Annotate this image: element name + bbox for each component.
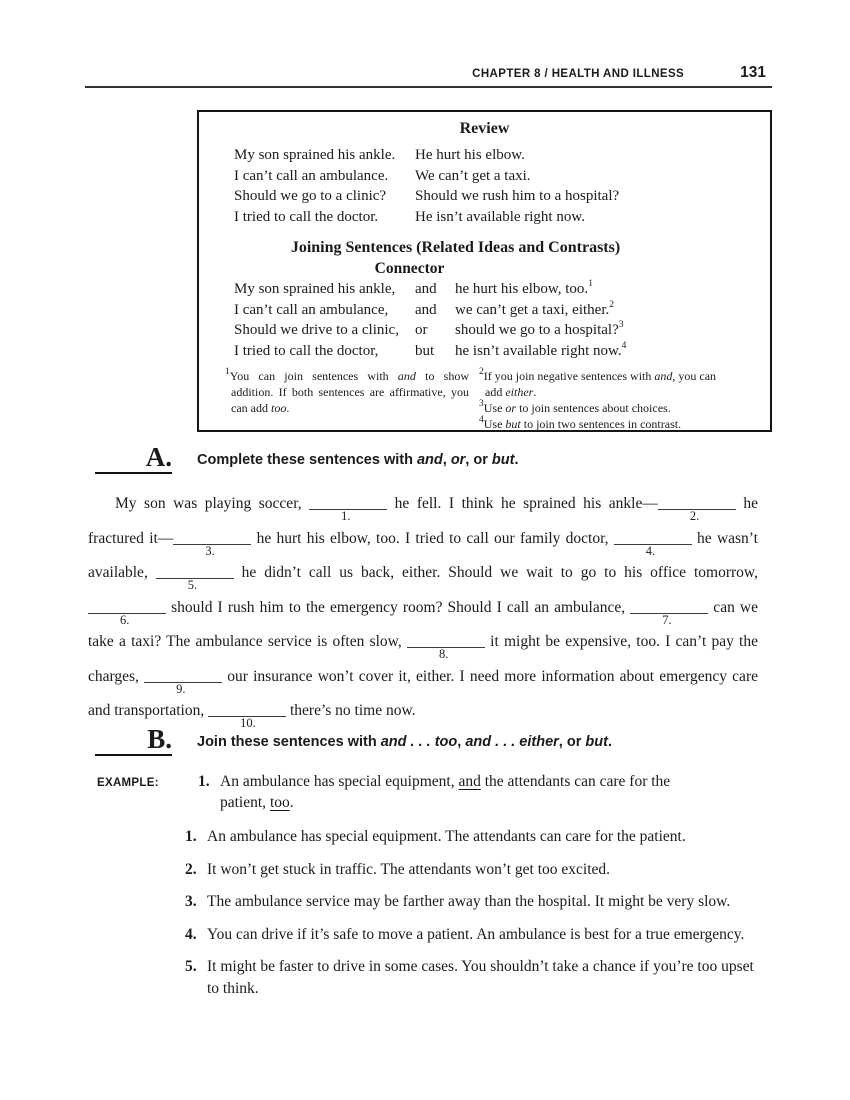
text-segment: An ambulance has special equipment, xyxy=(220,773,459,790)
connector-word: and xyxy=(415,281,437,297)
review-row xyxy=(234,207,737,228)
connector-column-label: Connector xyxy=(374,260,445,277)
list-item xyxy=(185,859,762,881)
connector-row xyxy=(234,320,737,341)
review-row xyxy=(234,186,737,207)
list-item xyxy=(185,956,762,999)
text-segment: should I rush him to the emergency room? Should I call an ambulance, xyxy=(166,598,631,616)
fill-in-blank xyxy=(630,601,708,627)
exercise-a-letter: A. xyxy=(95,444,172,474)
joined-sentence-right: he isn’t available right now.$^4$ xyxy=(455,340,627,359)
item-number: 2. xyxy=(185,860,197,878)
blank-number: 4. xyxy=(645,543,656,558)
italic-word: or xyxy=(505,401,517,415)
blank-number: 2. xyxy=(689,509,700,523)
joined-sentence-left: I can’t call an ambulance, xyxy=(234,301,389,318)
item-text: It won’t get stuck in traffic. The attendants won’t get too excited. xyxy=(207,860,611,878)
italic-word: and xyxy=(654,369,673,383)
blank-number: 7. xyxy=(662,612,672,627)
italic-word: but xyxy=(505,417,521,431)
item-text: It might be faster to drive in some cases. You shouldn’t take a chance if you’re too upset to think. xyxy=(207,958,754,997)
fill-in-blank xyxy=(309,497,387,523)
grammar-chart-box xyxy=(197,110,772,432)
footnote-reference: 4 xyxy=(621,340,627,351)
text-segment: he fractured it— xyxy=(88,495,759,547)
italic-word: and . . . too xyxy=(380,734,458,750)
text-segment: . xyxy=(514,452,519,468)
italic-word: or xyxy=(450,452,466,468)
exercise-b-instruction xyxy=(197,734,612,750)
text-segment: You can join sentences with xyxy=(229,369,398,383)
footnote-column-right xyxy=(479,368,720,432)
page-number: 131 xyxy=(740,64,766,81)
fill-in-blank xyxy=(173,532,251,558)
footnote-marker: 4 xyxy=(479,415,484,425)
footnote xyxy=(479,368,720,400)
connector-row xyxy=(234,300,737,321)
text-segment: . xyxy=(286,401,290,415)
italic-word: too xyxy=(270,401,287,415)
blank-number: 1. xyxy=(341,509,351,523)
exercise-a-paragraph xyxy=(88,487,758,729)
fill-in-blank xyxy=(156,566,234,592)
connector-word: and xyxy=(415,301,437,318)
review-sentence-left: I tried to call the doctor. xyxy=(234,208,379,225)
joined-sentence-right: should we go to a hospital?$^3$ xyxy=(455,320,624,338)
item-number: 3. xyxy=(185,893,197,910)
fill-in-blank xyxy=(208,704,286,730)
item-number: 4. xyxy=(185,925,197,943)
text-segment: can we take a taxi? The ambulance service is often slow, xyxy=(88,598,758,650)
blank-number: 3. xyxy=(205,543,215,558)
item-number: 5. xyxy=(185,958,197,975)
item-text: You can drive if it’s safe to move a patient. An ambulance is best for a true emergency. xyxy=(207,925,745,943)
review-sentence-right: He hurt his elbow. xyxy=(415,147,525,163)
connector-row xyxy=(234,279,737,300)
text-segment: he didn’t call us back, either. Should we wait to go to his office tomorrow, xyxy=(233,564,758,581)
example-number: 1. xyxy=(198,773,210,790)
text-segment: , you can add xyxy=(485,369,717,399)
text-segment: . xyxy=(607,734,612,750)
review-sentence-right: We can’t get a taxi. xyxy=(415,167,531,184)
example-text xyxy=(220,771,720,813)
list-item xyxy=(185,891,762,913)
footnote xyxy=(479,400,720,416)
text-segment: . xyxy=(533,385,537,399)
item-text: The ambulance service may be farther away than the hospital. It might be very slow. xyxy=(207,893,731,910)
review-sentence-right: Should we rush him to a hospital? xyxy=(415,188,620,204)
fill-in-blank xyxy=(614,532,692,558)
italic-word: but xyxy=(585,734,608,750)
joined-sentence-left: I tried to call the doctor, xyxy=(234,342,379,359)
italic-word: but xyxy=(491,452,515,468)
review-row xyxy=(234,145,737,166)
review-title: Review xyxy=(459,120,510,137)
list-item xyxy=(185,826,762,848)
text-segment: Use xyxy=(483,401,506,415)
chapter-title: CHAPTER 8 / HEALTH AND ILLNESS xyxy=(472,68,685,80)
footnote-marker: 1 xyxy=(225,367,230,377)
text-segment: , xyxy=(457,734,466,750)
list-item xyxy=(185,924,762,946)
blank-number: 6. xyxy=(120,612,130,627)
italic-word: either xyxy=(505,385,534,399)
text-segment: he fell. I think he sprained his ankle— xyxy=(387,495,658,512)
text-segment: If you join negative sentences with xyxy=(483,369,655,383)
blank-number: 8. xyxy=(438,647,449,661)
text-segment: our insurance won’t cover it, either. I need more information about emergency care and transportation, xyxy=(88,667,758,719)
text-segment: Join these sentences with xyxy=(197,734,381,750)
footnote xyxy=(479,416,720,432)
example-label: EXAMPLE: xyxy=(97,777,159,789)
page-header xyxy=(85,64,772,82)
exercise-a-instruction xyxy=(197,452,519,468)
footnotes xyxy=(225,368,737,432)
text-segment: My son was playing soccer, xyxy=(115,495,310,512)
italic-word: and xyxy=(397,369,416,383)
footnote-reference: 2 xyxy=(609,299,614,310)
connector-word: but xyxy=(415,342,435,359)
review-sentence-list xyxy=(234,145,737,227)
text-segment: , or xyxy=(558,734,586,750)
joined-sentence-left: Should we drive to a clinic, xyxy=(234,322,399,338)
example-sentence xyxy=(198,771,720,813)
fill-in-blank xyxy=(407,635,485,661)
blank-number: 9. xyxy=(176,681,186,696)
connector-sentence-list xyxy=(234,279,737,361)
joined-sentence-left: My son sprained his ankle, xyxy=(234,281,396,297)
text-segment: Complete these sentences with xyxy=(197,452,417,468)
review-sentence-left: My son sprained his ankle. xyxy=(234,147,396,163)
review-sentence-right: He isn’t available right now. xyxy=(415,208,585,225)
exercise-b-letter: B. xyxy=(95,726,172,756)
footnote-reference: 3 xyxy=(618,320,624,330)
connector-row xyxy=(234,341,737,362)
item-text: An ambulance has special equipment. The attendants can care for the patient. xyxy=(207,828,686,845)
underlined-word: and xyxy=(458,773,481,790)
item-number: 1. xyxy=(185,828,197,845)
text-segment: to show addition. If both sentences are affirmative, you can add xyxy=(231,369,469,415)
italic-word: and xyxy=(416,452,443,468)
footnote-column-left xyxy=(225,368,469,432)
text-segment: , xyxy=(442,452,451,468)
review-sentence-left: I can’t call an ambulance. xyxy=(234,167,389,184)
fill-in-blank xyxy=(658,497,736,523)
exercise-b-item-list xyxy=(185,826,762,1010)
footnote-marker: 2 xyxy=(479,367,484,377)
joining-sentences-title: Joining Sentences (Related Ideas and Contrasts) xyxy=(290,239,621,256)
fill-in-blank xyxy=(88,601,166,627)
joined-sentence-right: he hurt his elbow, too.$^1$ xyxy=(455,279,593,297)
text-segment: Use xyxy=(483,417,506,431)
text-segment: he wasn’t available, xyxy=(88,529,758,581)
blank-number: 10. xyxy=(240,716,256,730)
text-segment: . xyxy=(289,794,294,811)
header-rule xyxy=(85,86,772,88)
underlined-word: too xyxy=(269,794,290,811)
text-segment: to join sentences about choices. xyxy=(516,401,671,415)
footnote-reference: 1 xyxy=(588,279,593,289)
review-row xyxy=(234,166,737,187)
footnote-marker: 3 xyxy=(479,399,484,409)
text-segment: it might be expensive, too. I can’t pay the charges, xyxy=(88,633,758,685)
blank-number: 5. xyxy=(187,578,198,592)
text-segment: , or xyxy=(465,452,492,468)
text-segment: to join two sentences in contrast. xyxy=(520,417,682,431)
text-segment: there’s no time now. xyxy=(286,702,416,719)
joined-sentence-right: we can’t get a taxi, either.$^2$ xyxy=(455,299,614,318)
text-segment: he hurt his elbow, too. I tried to call our family doctor, xyxy=(251,529,614,547)
review-sentence-left: Should we go to a clinic? xyxy=(234,188,387,204)
connector-word: or xyxy=(415,322,428,338)
text-segment: the attendants can care for the patient, xyxy=(220,773,671,811)
fill-in-blank xyxy=(144,670,222,696)
footnote xyxy=(225,368,469,416)
italic-word: and . . . either xyxy=(465,734,559,750)
